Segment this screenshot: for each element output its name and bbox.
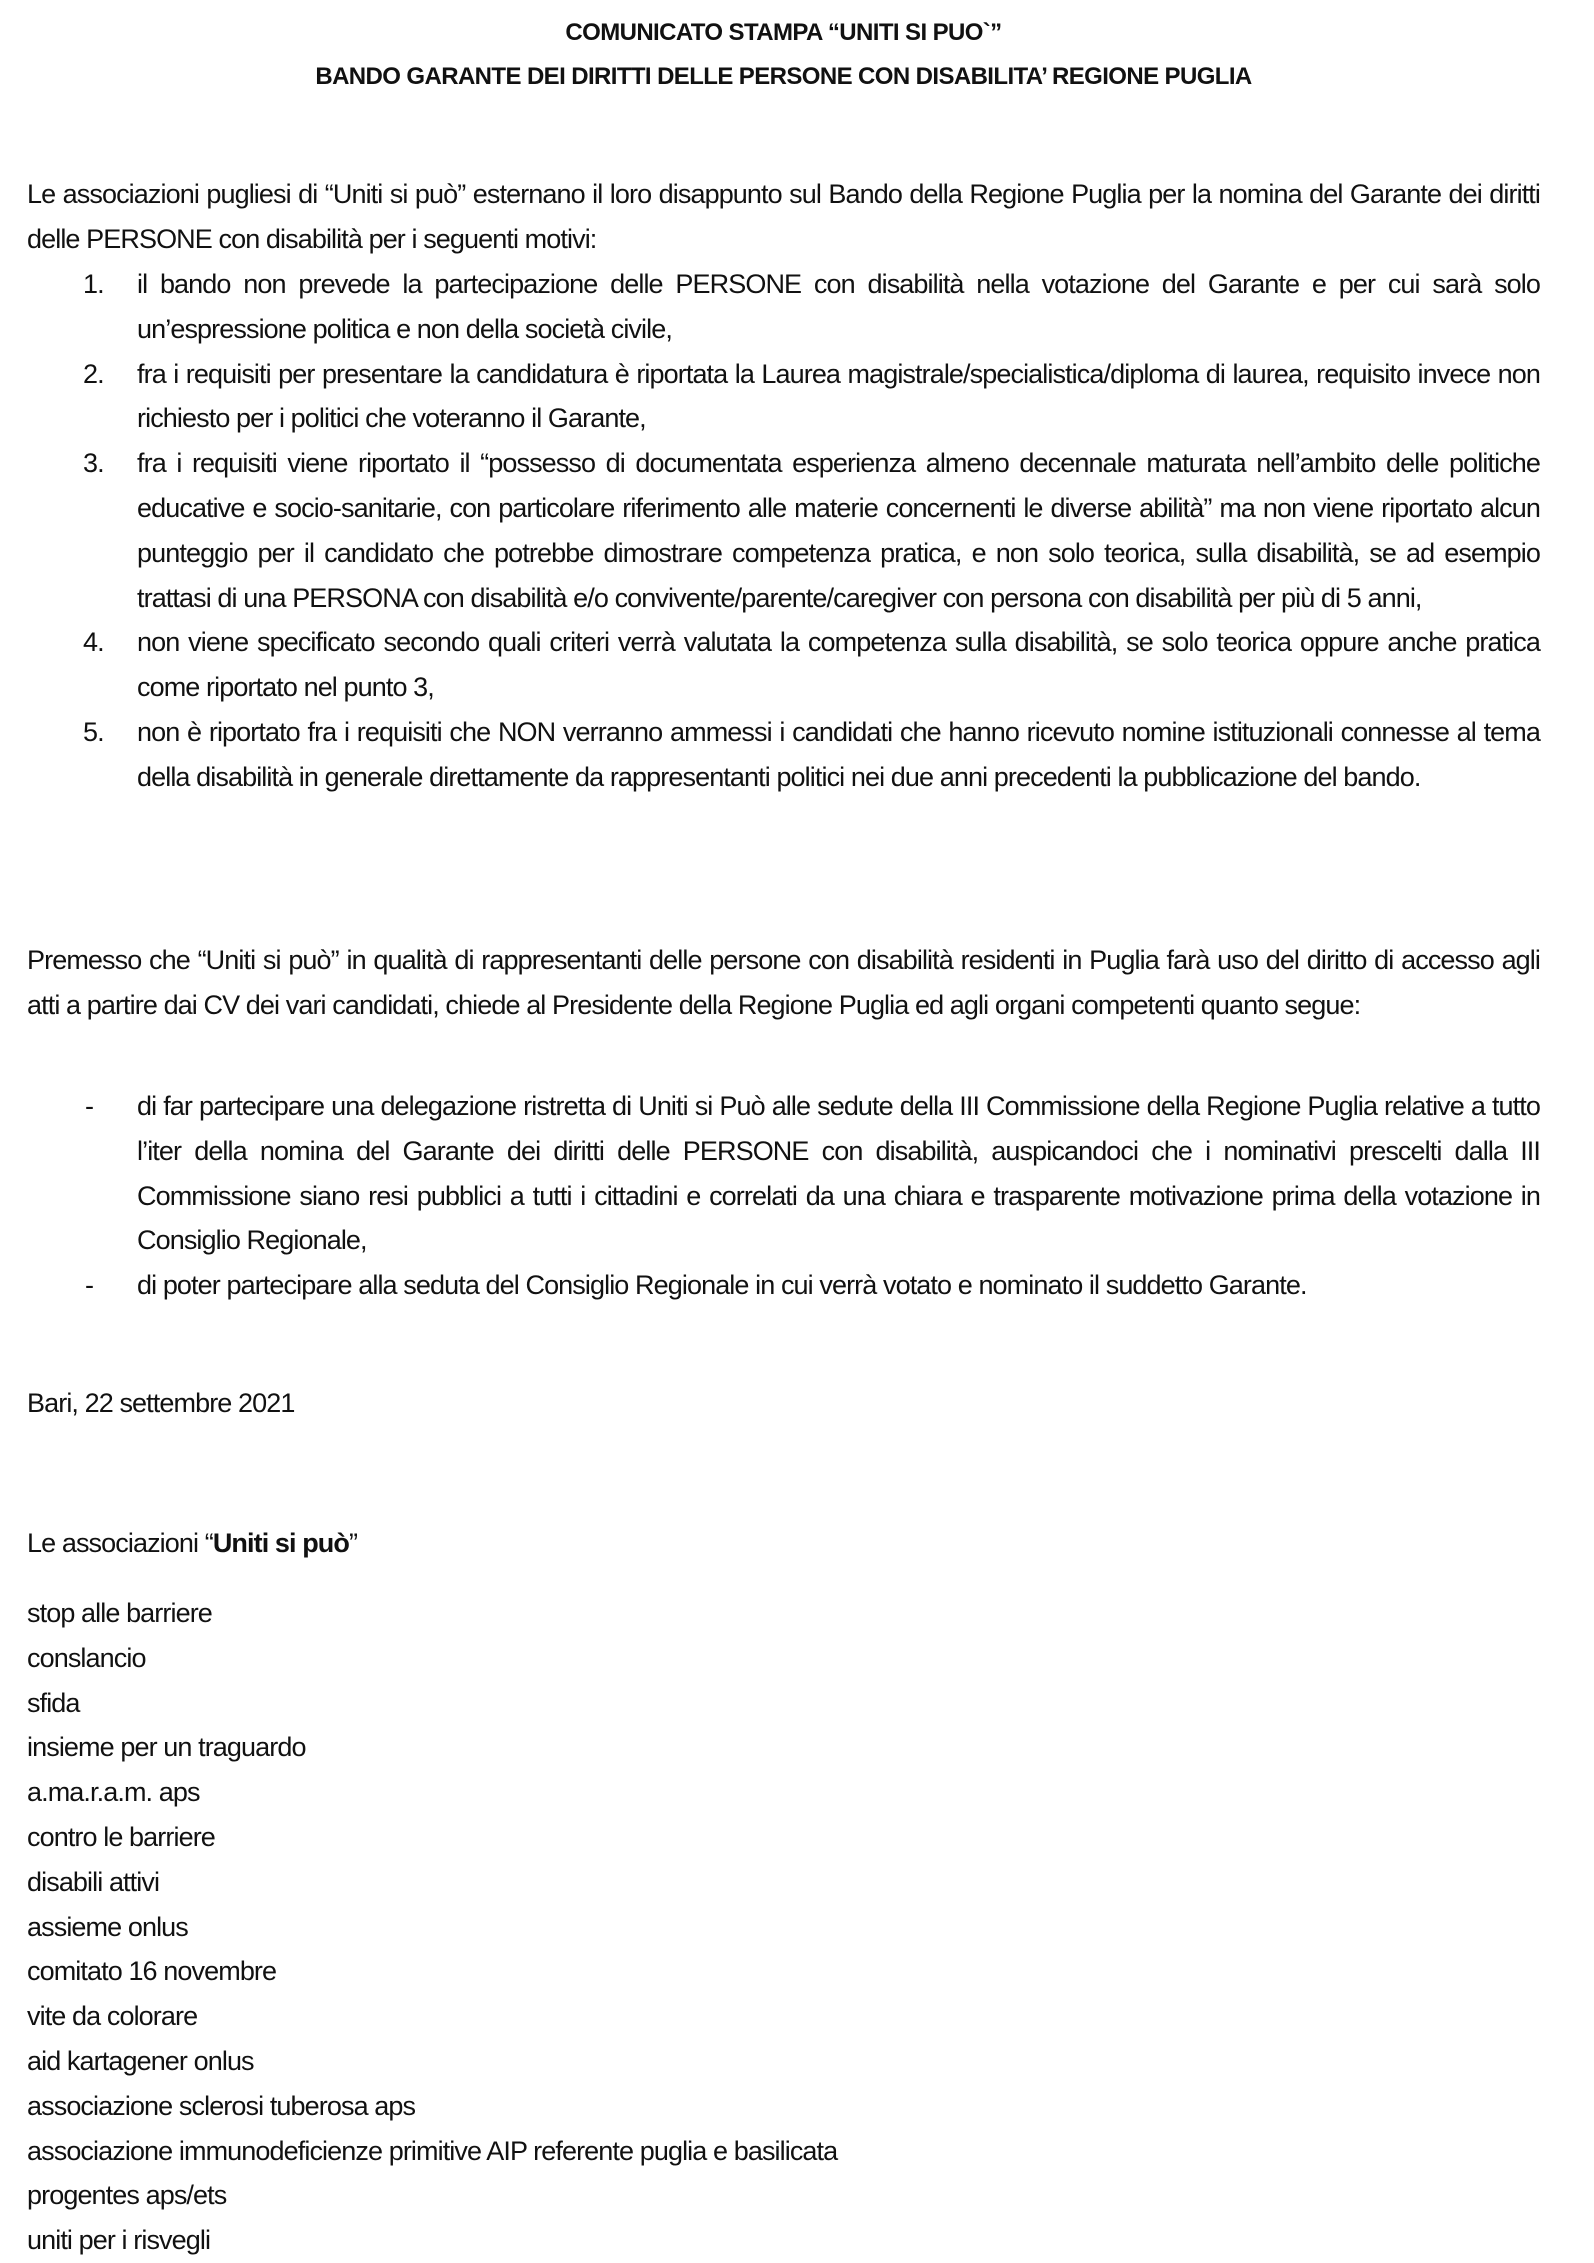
reason-text: non viene specificato secondo quali criteri verrà valutata la competenza sulla disabilità, se solo teorica oppure anche pratica come riportato nel punto 3, [137,627,1540,703]
signature-name: Uniti si può [212,1528,349,1558]
association-item: progentes aps/ets [27,2180,227,2211]
signature-suffix: ” [349,1528,358,1558]
reasons-list [27,262,1540,800]
association-item: sfida [27,1687,80,1718]
reason-item [27,710,1540,800]
reason-text: fra i requisiti viene riportato il “possesso di documentata esperienza almeno decennale maturata nell’ambito delle politiche educative e socio-sanitarie, con particolare riferimento alle materie concernenti le diverse abilità” ma non viene riportato alcun punteggio per il candidato che potrebbe dimostrare competenza pratica, e non solo teorica, sulla disabilità, se ad esempio trattasi di una PERSONA con disabilità e/o convivente/parente/caregiver con persona con disabilità per più di 5 anni, [137,448,1540,613]
intro-paragraph: Le associazioni pugliesi di “Uniti si può” esternano il loro disappunto sul Bando della Regione Puglia per la nomina del Garante dei diritti delle PERSONE con disabilità per i seguenti motivi: [27,179,1540,254]
list-number: 2. [83,358,104,389]
association-item: uniti per i risvegli [27,2225,211,2256]
list-number: 3. [83,448,104,479]
association-item: aid kartagener onlus [27,2045,254,2076]
associations-list [27,1591,837,2263]
association-item: stop alle barriere [27,1598,212,1628]
reason-text: non è riportato fra i requisiti che NON verranno ammessi i candidati che hanno ricevuto nomine istituzionali connesse al tema della disabilità in generale direttamente da rappresentanti politici nei due anni precedenti la pubblicazione del bando. [137,716,1540,792]
reason-text: il bando non prevede la partecipazione delle PERSONE con disabilità nella votazione del Garante e per cui sarà solo un’espressione politica e non della società civile, [137,269,1540,344]
association-item: vite da colorare [27,2001,198,2032]
association-item: contro le barriere [27,1821,215,1852]
list-number: 4. [83,627,104,658]
request-text: di poter partecipare alla seduta del Consiglio Regionale in cui verrà votato e nominato il suddetto Garante. [137,1270,1307,1301]
list-number: 1. [83,269,104,299]
dash-bullet: - [85,1091,94,1121]
reason-item [27,620,1540,710]
association-item: insieme per un traguardo [27,1732,306,1763]
reason-item [27,441,1540,620]
association-item: assieme onlus [27,1911,188,1942]
title-line-1: COMUNICATO STAMPA “UNITI SI PUO`” [565,19,1002,46]
title-line-2: BANDO GARANTE DEI DIRITTI DELLE PERSONE CON DISABILITA’ REGIONE PUGLIA [315,63,1252,90]
association-item: comitato 16 novembre [27,1956,277,1987]
list-number: 5. [83,716,104,747]
association-item: conslancio [27,1642,146,1673]
association-item: associazione immunodeficienze primitive AIP referente puglia e basilicata [27,2135,838,2166]
request-text: di far partecipare una delegazione ristretta di Uniti si Può alle sedute della III Commissione della Regione Puglia relative a tutto l’iter della nomina del Garante dei diritti delle PERSONE con disabilità, auspicandoci che i nominativi prescelti dalla III Commissione siano resi pubblici a tutti i cittadini e correlati da una chiara e trasparente motivazione prima della votazione in Consiglio Regionale, [137,1091,1540,1256]
association-item: disabili attivi [27,1866,160,1897]
signature-prefix: Le associazioni “ [27,1528,213,1558]
reason-text: fra i requisiti per presentare la candidatura è riportata la Laurea magistrale/specialistica/diploma di laurea, requisito invece non richiesto per i politici che voteranno il Garante, [137,358,1540,434]
reason-item [27,352,1540,442]
dash-bullet: - [85,1270,94,1301]
association-item: a.ma.r.a.m. aps [27,1777,200,1808]
premise-paragraph: Premesso che “Uniti si può” in qualità di rappresentanti delle persone con disabilità residenti in Puglia farà uso del diritto di accesso agli atti a partire dai CV dei vari candidati, chiede al Presidente della Regione Puglia ed agli organi competenti quanto segue: [27,945,1540,1020]
association-item: associazione sclerosi tuberosa aps [27,2090,416,2121]
reason-item [27,262,1540,352]
date-line: Bari, 22 settembre 2021 [27,1388,295,1418]
request-item [27,1084,1540,1263]
request-item [27,1263,1540,1308]
requests-list [27,1084,1540,1308]
signature-line [27,1521,357,1566]
